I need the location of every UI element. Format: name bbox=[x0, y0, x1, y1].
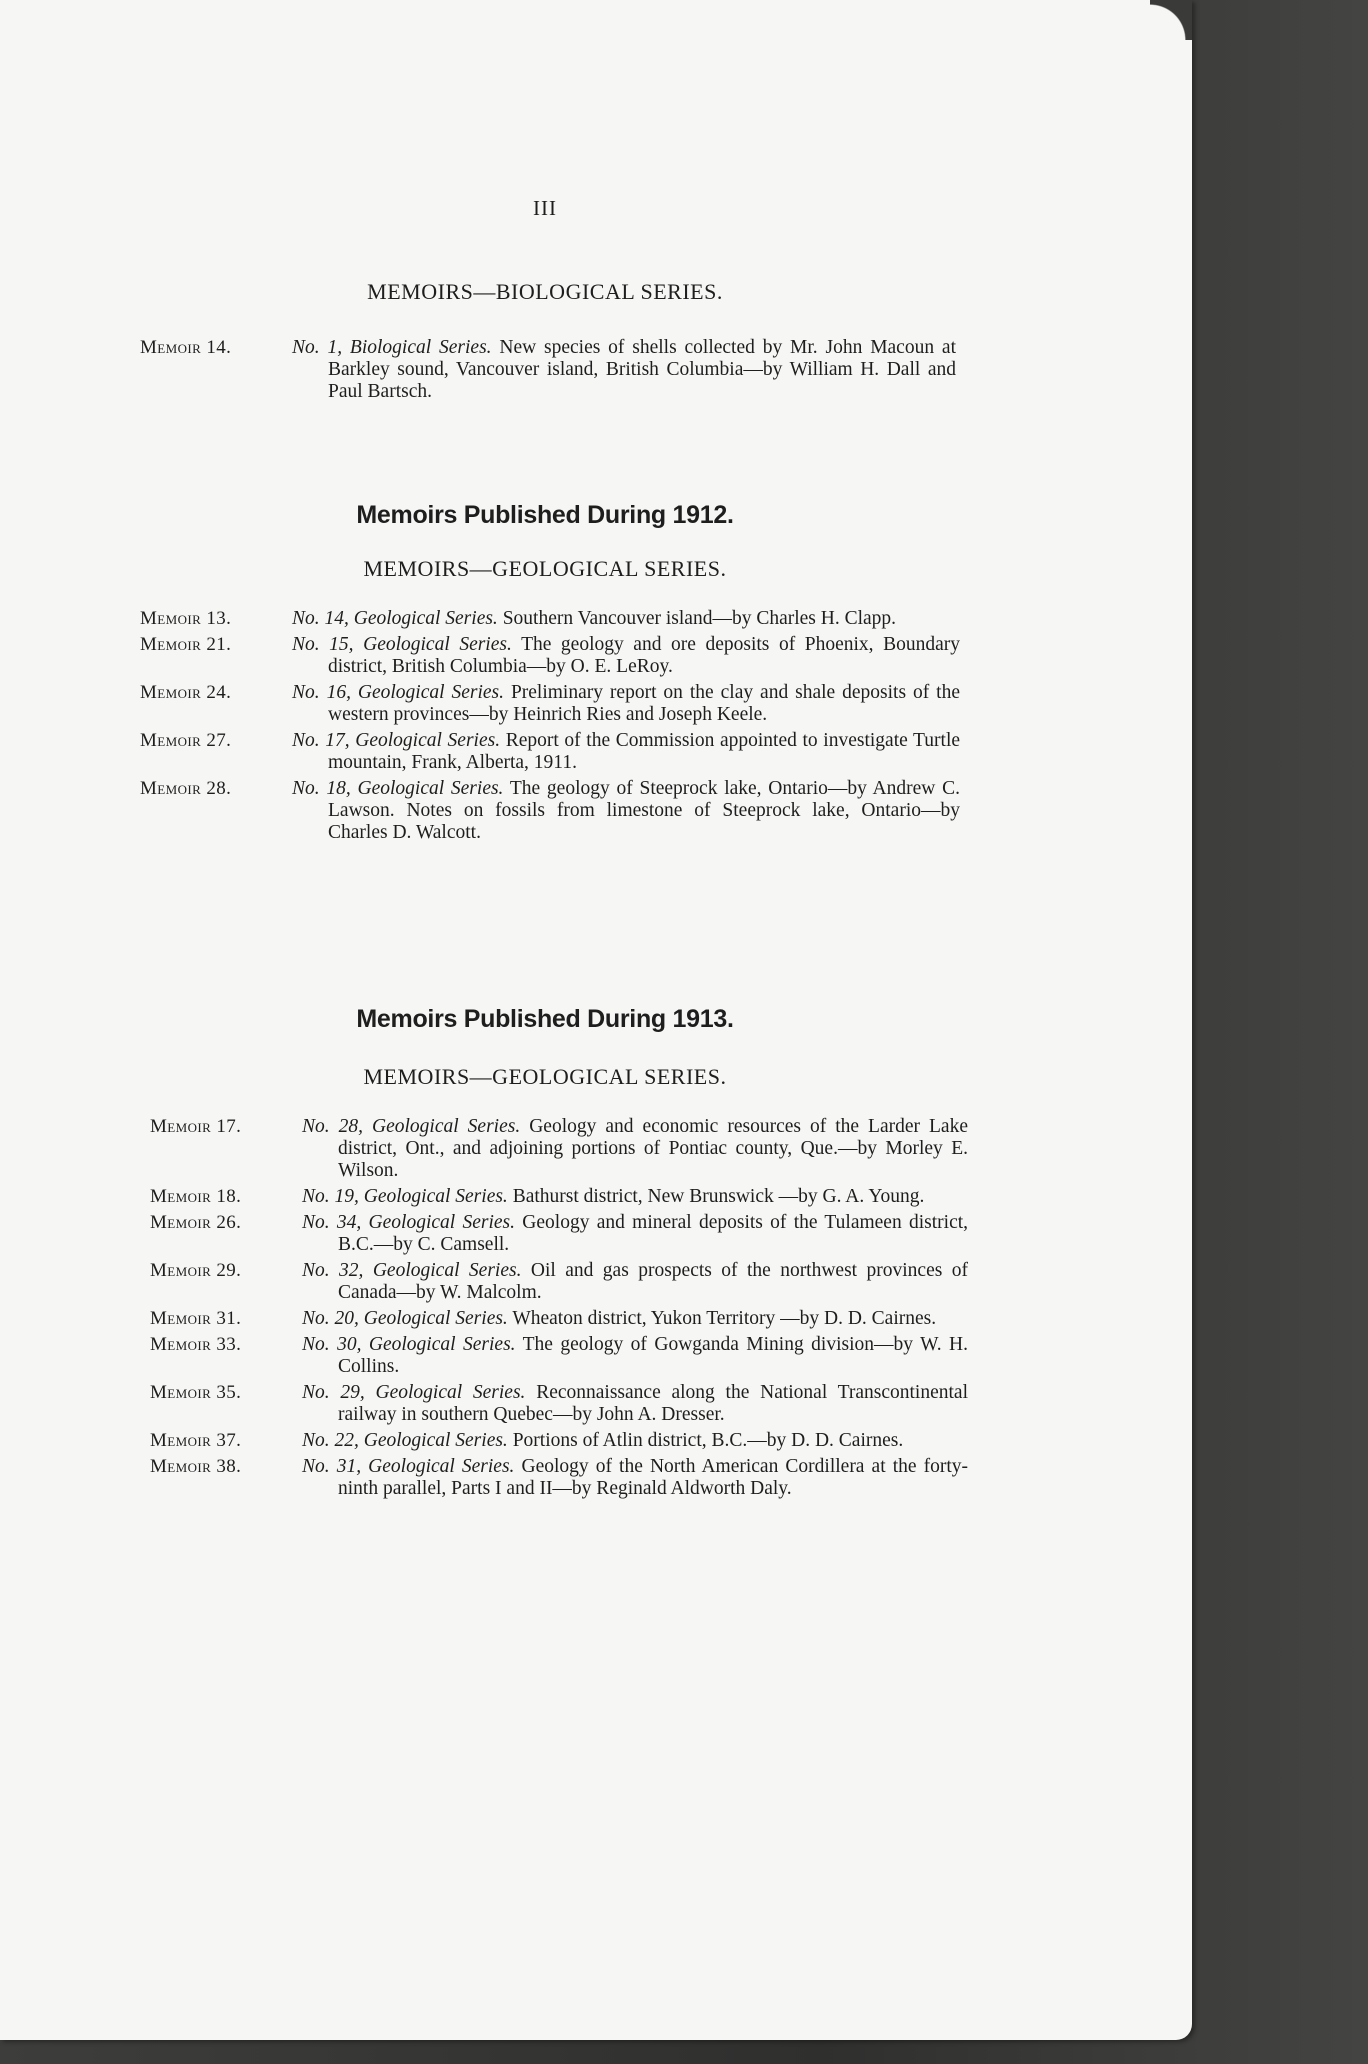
memoir-list bbox=[140, 337, 956, 407]
memoir-entry bbox=[150, 1430, 968, 1452]
memoir-title: Preliminary report on the clay and shale deposits of the western provinces—by Heinrich Ries and Joseph Keele. bbox=[328, 682, 960, 725]
memoir-title: Wheaton district, Yukon Territory —by D. D. Cairnes. bbox=[512, 1308, 937, 1329]
series-heading: MEMOIRS—BIOLOGICAL SERIES. bbox=[367, 279, 723, 304]
memoir-entry bbox=[140, 682, 960, 726]
memoir-description bbox=[302, 1116, 968, 1182]
series-number: No. 17, Geological Series. bbox=[292, 730, 501, 751]
memoir-entry bbox=[150, 1212, 968, 1256]
memoir-entry bbox=[150, 1116, 968, 1182]
memoir-title: The geology of Gowganda Mining division—by W. H. Collins. bbox=[338, 1334, 969, 1377]
year-heading: Memoirs Published During 1912. bbox=[356, 501, 734, 529]
memoir-entry bbox=[140, 778, 960, 844]
series-number: No. 19, Geological Series. bbox=[302, 1186, 508, 1207]
year-heading: Memoirs Published During 1913. bbox=[356, 1005, 734, 1033]
memoir-title: Geology of the North American Cordillera at the forty-ninth parallel, Parts I and II—by Reginald Aldworth Daly. bbox=[338, 1456, 968, 1499]
memoir-title: Bathurst district, New Brunswick —by G. A. Young. bbox=[512, 1186, 925, 1207]
memoir-description bbox=[302, 1212, 968, 1256]
memoir-title: Reconnaissance along the National Transcontinental railway in southern Quebec—by John A. Dresser. bbox=[338, 1382, 968, 1425]
memoir-number: Memoir 35. bbox=[150, 1382, 242, 1403]
memoir-title: Geology and mineral deposits of the Tulameen district, B.C.—by C. Camsell. bbox=[338, 1212, 969, 1255]
page-number: III bbox=[533, 196, 557, 220]
memoir-description bbox=[292, 730, 960, 774]
memoir-description bbox=[302, 1334, 968, 1378]
memoir-number: Memoir 29. bbox=[150, 1260, 242, 1281]
memoir-description bbox=[302, 1430, 968, 1452]
memoir-entry bbox=[150, 1186, 968, 1208]
series-number: No. 1, Biological Series. bbox=[292, 337, 492, 358]
memoir-number: Memoir 17. bbox=[150, 1116, 242, 1137]
memoir-title: Geology and economic resources of the Larder Lake district, Ont., and adjoining portions of Pontiac county, Que.—by Morley E. Wilson. bbox=[338, 1116, 968, 1181]
series-number: No. 29, Geological Series. bbox=[302, 1382, 526, 1403]
memoir-list bbox=[150, 1116, 968, 1504]
memoir-number: Memoir 14. bbox=[140, 337, 232, 358]
memoir-description bbox=[292, 634, 960, 678]
memoir-entry bbox=[150, 1260, 968, 1304]
memoir-description bbox=[292, 682, 960, 726]
memoir-description bbox=[302, 1260, 968, 1304]
series-heading: MEMOIRS—GEOLOGICAL SERIES. bbox=[363, 556, 727, 581]
memoir-title: The geology of Steeprock lake, Ontario—by Andrew C. Lawson. Notes on fossils from limestone of Steeprock lake, Ontario—by Charles D. Walcott. bbox=[328, 778, 960, 843]
series-number: No. 14, Geological Series. bbox=[292, 608, 498, 629]
memoir-title: Oil and gas prospects of the northwest provinces of Canada—by W. Malcolm. bbox=[338, 1260, 968, 1303]
memoir-number: Memoir 24. bbox=[140, 682, 232, 703]
memoir-list bbox=[140, 608, 960, 848]
memoir-title: The geology and ore deposits of Phoenix, Boundary district, British Columbia—by O. E. LeRoy. bbox=[328, 634, 960, 677]
memoir-entry bbox=[150, 1308, 968, 1330]
page-corner bbox=[1150, 0, 1192, 40]
series-number: No. 16, Geological Series. bbox=[292, 682, 504, 703]
memoir-description bbox=[292, 778, 960, 844]
series-number: No. 22, Geological Series. bbox=[302, 1430, 508, 1451]
series-number: No. 30, Geological Series. bbox=[302, 1334, 516, 1355]
memoir-entry bbox=[150, 1456, 968, 1500]
memoir-entry bbox=[140, 730, 960, 774]
memoir-number: Memoir 31. bbox=[150, 1308, 242, 1329]
memoir-description bbox=[302, 1382, 968, 1426]
series-number: No. 31, Geological Series. bbox=[302, 1456, 515, 1477]
memoir-description bbox=[302, 1456, 968, 1500]
memoir-number: Memoir 27. bbox=[140, 730, 232, 751]
series-heading: MEMOIRS—GEOLOGICAL SERIES. bbox=[363, 1064, 727, 1089]
memoir-description bbox=[302, 1308, 968, 1330]
memoir-title: Report of the Commission appointed to investigate Turtle mountain, Frank, Alberta, 1911. bbox=[328, 730, 961, 773]
memoir-number: Memoir 37. bbox=[150, 1430, 242, 1451]
memoir-entry bbox=[140, 337, 956, 403]
memoir-number: Memoir 18. bbox=[150, 1186, 242, 1207]
memoir-entry bbox=[150, 1382, 968, 1426]
memoir-title: Southern Vancouver island—by Charles H. Clapp. bbox=[502, 608, 897, 629]
series-number: No. 32, Geological Series. bbox=[302, 1260, 522, 1281]
series-number: No. 15, Geological Series. bbox=[292, 634, 512, 655]
memoir-number: Memoir 13. bbox=[140, 608, 232, 629]
memoir-entry bbox=[150, 1334, 968, 1378]
series-number: No. 28, Geological Series. bbox=[302, 1116, 521, 1137]
series-number: No. 20, Geological Series. bbox=[302, 1308, 508, 1329]
memoir-number: Memoir 28. bbox=[140, 778, 232, 799]
series-number: No. 18, Geological Series. bbox=[292, 778, 504, 799]
memoir-number: Memoir 33. bbox=[150, 1334, 242, 1355]
memoir-description bbox=[302, 1186, 968, 1208]
memoir-title: New species of shells collected by Mr. John Macoun at Barkley sound, Vancouver island, British Columbia—by William H. Dall and Paul Bartsch. bbox=[328, 337, 956, 402]
memoir-description bbox=[292, 608, 960, 630]
memoir-description bbox=[292, 337, 956, 403]
memoir-number: Memoir 38. bbox=[150, 1456, 242, 1477]
memoir-entry bbox=[140, 634, 960, 678]
memoir-title: Portions of Atlin district, B.C.—by D. D. Cairnes. bbox=[512, 1430, 904, 1451]
memoir-number: Memoir 26. bbox=[150, 1212, 242, 1233]
memoir-number: Memoir 21. bbox=[140, 634, 232, 655]
memoir-entry bbox=[140, 608, 960, 630]
series-number: No. 34, Geological Series. bbox=[302, 1212, 516, 1233]
